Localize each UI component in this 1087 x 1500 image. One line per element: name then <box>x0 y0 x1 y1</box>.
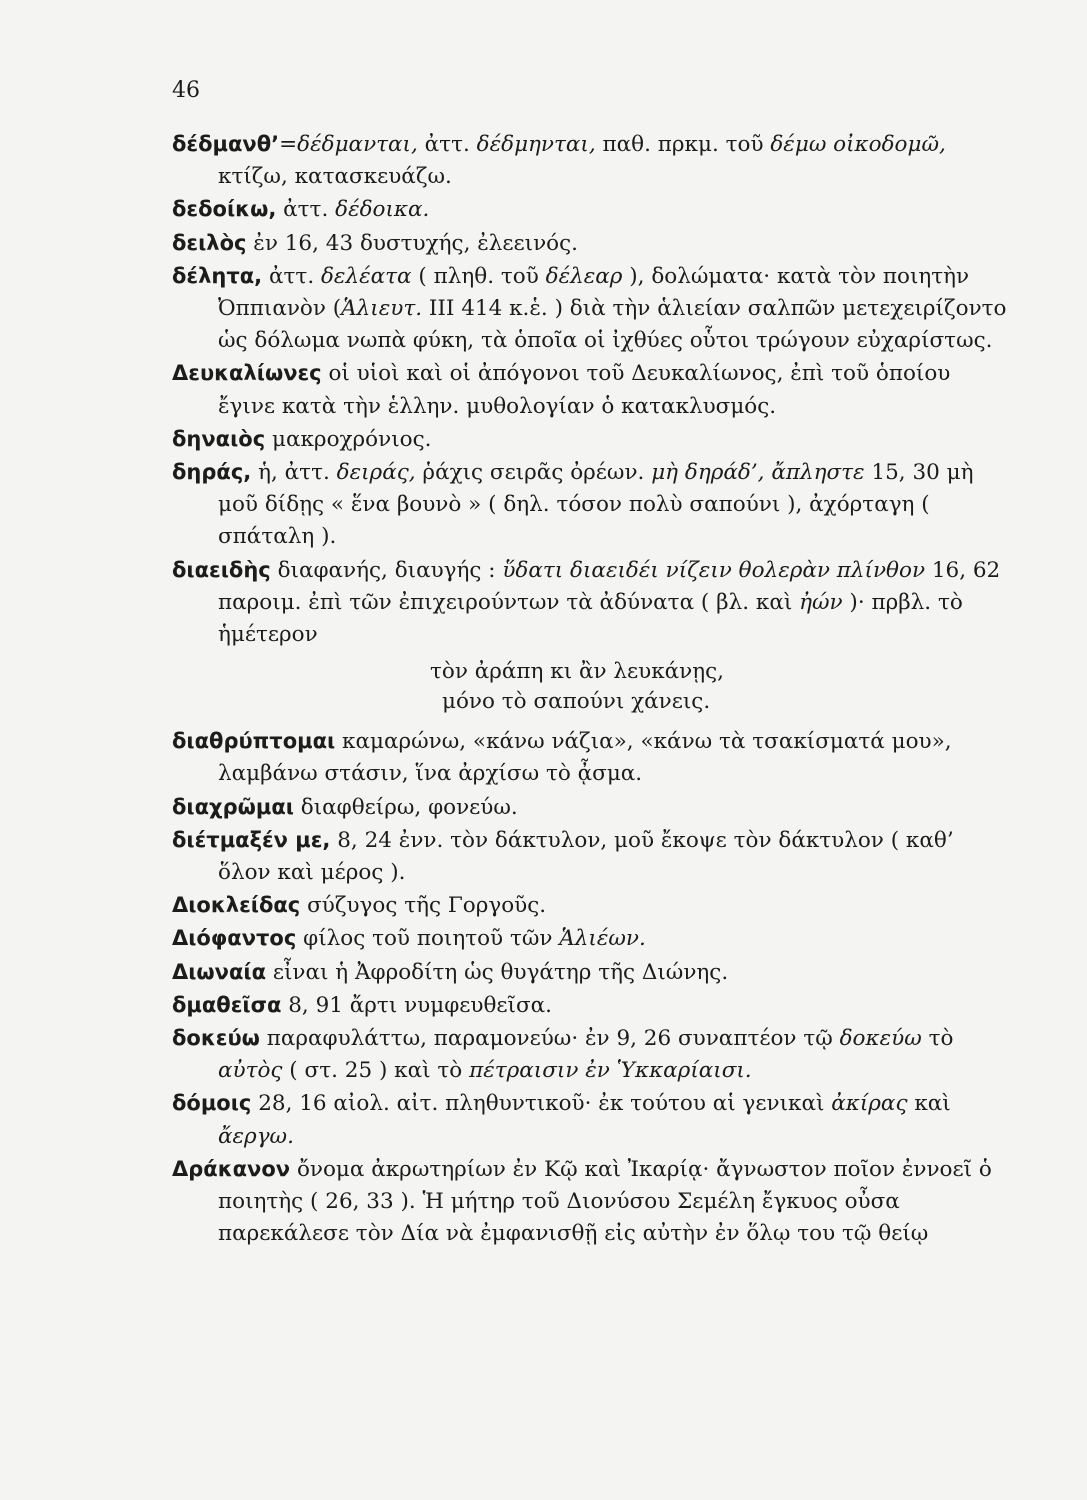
page-number: 46 <box>172 78 200 103</box>
headword: Δευκαλίωνες <box>172 361 322 386</box>
entry-deukaliones: Δευκαλίωνες οἱ υἱοὶ καὶ οἱ ἀπόγονοι τοῦ Δευκαλίωνος, ἐπὶ τοῦ ὁποίου ἔγινε κατὰ τὴν ἑλλην. μυθολογίαν ὁ κατακλυσμός. <box>172 361 951 419</box>
entry-diaeides: διαειδὴς διαφανής, διαυγής : ὕδατι διαειδέι νίζειν θολερὰν πλίνθον 16, 62 παροιμ. ἐπὶ τῶν ἐπιχειρούντων τὰ ἀδύνατα ( βλ. καὶ ἠών )· πρβλ. τὸ ἡμέτερον <box>172 557 1001 648</box>
headword: δεδοίκω, <box>172 197 277 222</box>
headword: δόμοις <box>172 1091 252 1116</box>
headword: δμαθεῖσα <box>172 992 282 1017</box>
entry-deras: δηράς, ἡ, ἀττ. δειράς, ῥάχις σειρᾶς ὀρέων. μὴ δηράδ’, ἄπληστε 15, 30 μὴ μοῦ δίδῃς « ἕνα βουνὸ » ( δηλ. τόσον πολὺ σαπούνι ), ἀχόρταγη ( σπάταλη ). <box>172 460 974 550</box>
headword: διαχρῶμαι <box>172 794 294 819</box>
entry-diokleidas: Διοκλείδας σύζυγος τῆς Γοργοῦς. <box>172 893 547 919</box>
headword: δέλητα, <box>172 263 263 288</box>
entry-diachromai: διαχρῶμαι διαφθείρω, φονεύω. <box>172 794 518 820</box>
entry-deleta: δέλητα, ἀττ. δελέατα ( πληθ. τοῦ δέλεαρ ), δολώματα· κατὰ τὸν ποιητὴν Ὀππιανὸν (Ἁλιευτ. III 414 κ.ἑ. ) διὰ τὴν ἁλιείαν σαλπῶν μετεχειρίζοντο ὡς δόλωμα νωπὰ φύκη, τὰ ὁποῖα οἱ ἰχθύες οὗτοι τρώγουν εὐχαρίστως. <box>172 263 1007 354</box>
entry-dedoiko: δεδοίκω, ἀττ. δέδοικα. <box>172 197 430 223</box>
entry-deilos: δειλὸς ἐν 16, 43 δυστυχής, ἐλεεινός. <box>172 230 578 256</box>
entry-diophantos: Διόφαντος φίλος τοῦ ποιητοῦ τῶν Ἁλιέων. <box>172 926 646 952</box>
headword: διαειδὴς <box>172 557 271 582</box>
entry-drakanon: Δράκανον ὄνομα ἀκρωτηρίων ἐν Κῷ καὶ Ἰκαρίᾳ· ἄγνωστον ποῖον ἐννοεῖ ὁ ποιητὴς ( 26, 33 ). Ἡ μήτηρ τοῦ Διονύσου Σεμέλη ἔγκυος οὖσα παρεκάλεσε τὸν Δία νὰ ἐμφανισθῇ εἰς αὐτὴν ἐν ὅλῳ του τῷ θείῳ <box>172 1156 992 1247</box>
entry-dedmanth: δέδμανθ’=δέδμανται, ἀττ. δέδμηνται, παθ. πρκμ. τοῦ δέμω οἰκοδομῶ, κτίζω, κατασκευάζω. <box>172 132 946 190</box>
entry-diathryptomai: διαθρύπτομαι καμαρώνω, «κάνω νάζια», «κάνω τὰ τσακίσματά μου», λαμβάνω στάσιν, ἵνα ἀρχίσω τὸ ᾆσμα. <box>172 729 952 787</box>
entry-dietmaxen: διέτμαξέν με, 8, 24 ἐνν. τὸν δάκτυλον, μοῦ ἔκοψε τὸν δάκτυλον ( καθ’ ὅλον καὶ μέρος ). <box>172 827 954 886</box>
headword: Διόφαντος <box>172 926 297 951</box>
headword: δηράς, <box>172 460 252 485</box>
headword: δειλὸς <box>172 230 247 255</box>
headword: διαθρύπτομαι <box>172 729 336 754</box>
verse-line: τὸν ἀράπη κι ἂν λευκάνῃς, <box>430 659 725 685</box>
headword: δοκεύω <box>172 1026 260 1051</box>
glossary-entries <box>172 128 1012 1251</box>
verse-line: μόνο τὸ σαπούνι χάνεις. <box>442 689 711 715</box>
headword: Διωναία <box>172 959 267 984</box>
entry-domois: δόμοις 28, 16 αἰολ. αἰτ. πληθυντικοῦ· ἐκ τούτου αἱ γενικαὶ ἀκίρας καὶ ἄεργω. <box>172 1091 951 1149</box>
headword: διέτμαξέν με, <box>172 827 331 852</box>
headword: Δράκανον <box>172 1156 291 1181</box>
headword: Διοκλείδας <box>172 893 301 918</box>
entry-dokeuo: δοκεύω παραφυλάττω, παραμονεύω· ἐν 9, 26 συναπτέον τῷ δοκεύω τὸ αὐτὸς ( στ. 25 ) καὶ τὸ πέτραισιν ἐν Ὑκκαρίαισι. <box>172 1026 954 1084</box>
entry-denaios: δηναιὸς μακροχρόνιος. <box>172 426 432 452</box>
verse-quote <box>172 657 1012 717</box>
entry-dionaia: Διωναία εἶναι ἡ Ἀφροδίτη ὡς θυγάτηρ τῆς Διώνης. <box>172 959 729 985</box>
entry-dmatheisa: δμαθεῖσα 8, 91 ἄρτι νυμφευθεῖσα. <box>172 992 552 1018</box>
headword: δέδμανθ’ <box>172 132 280 156</box>
headword: δηναιὸς <box>172 426 266 451</box>
